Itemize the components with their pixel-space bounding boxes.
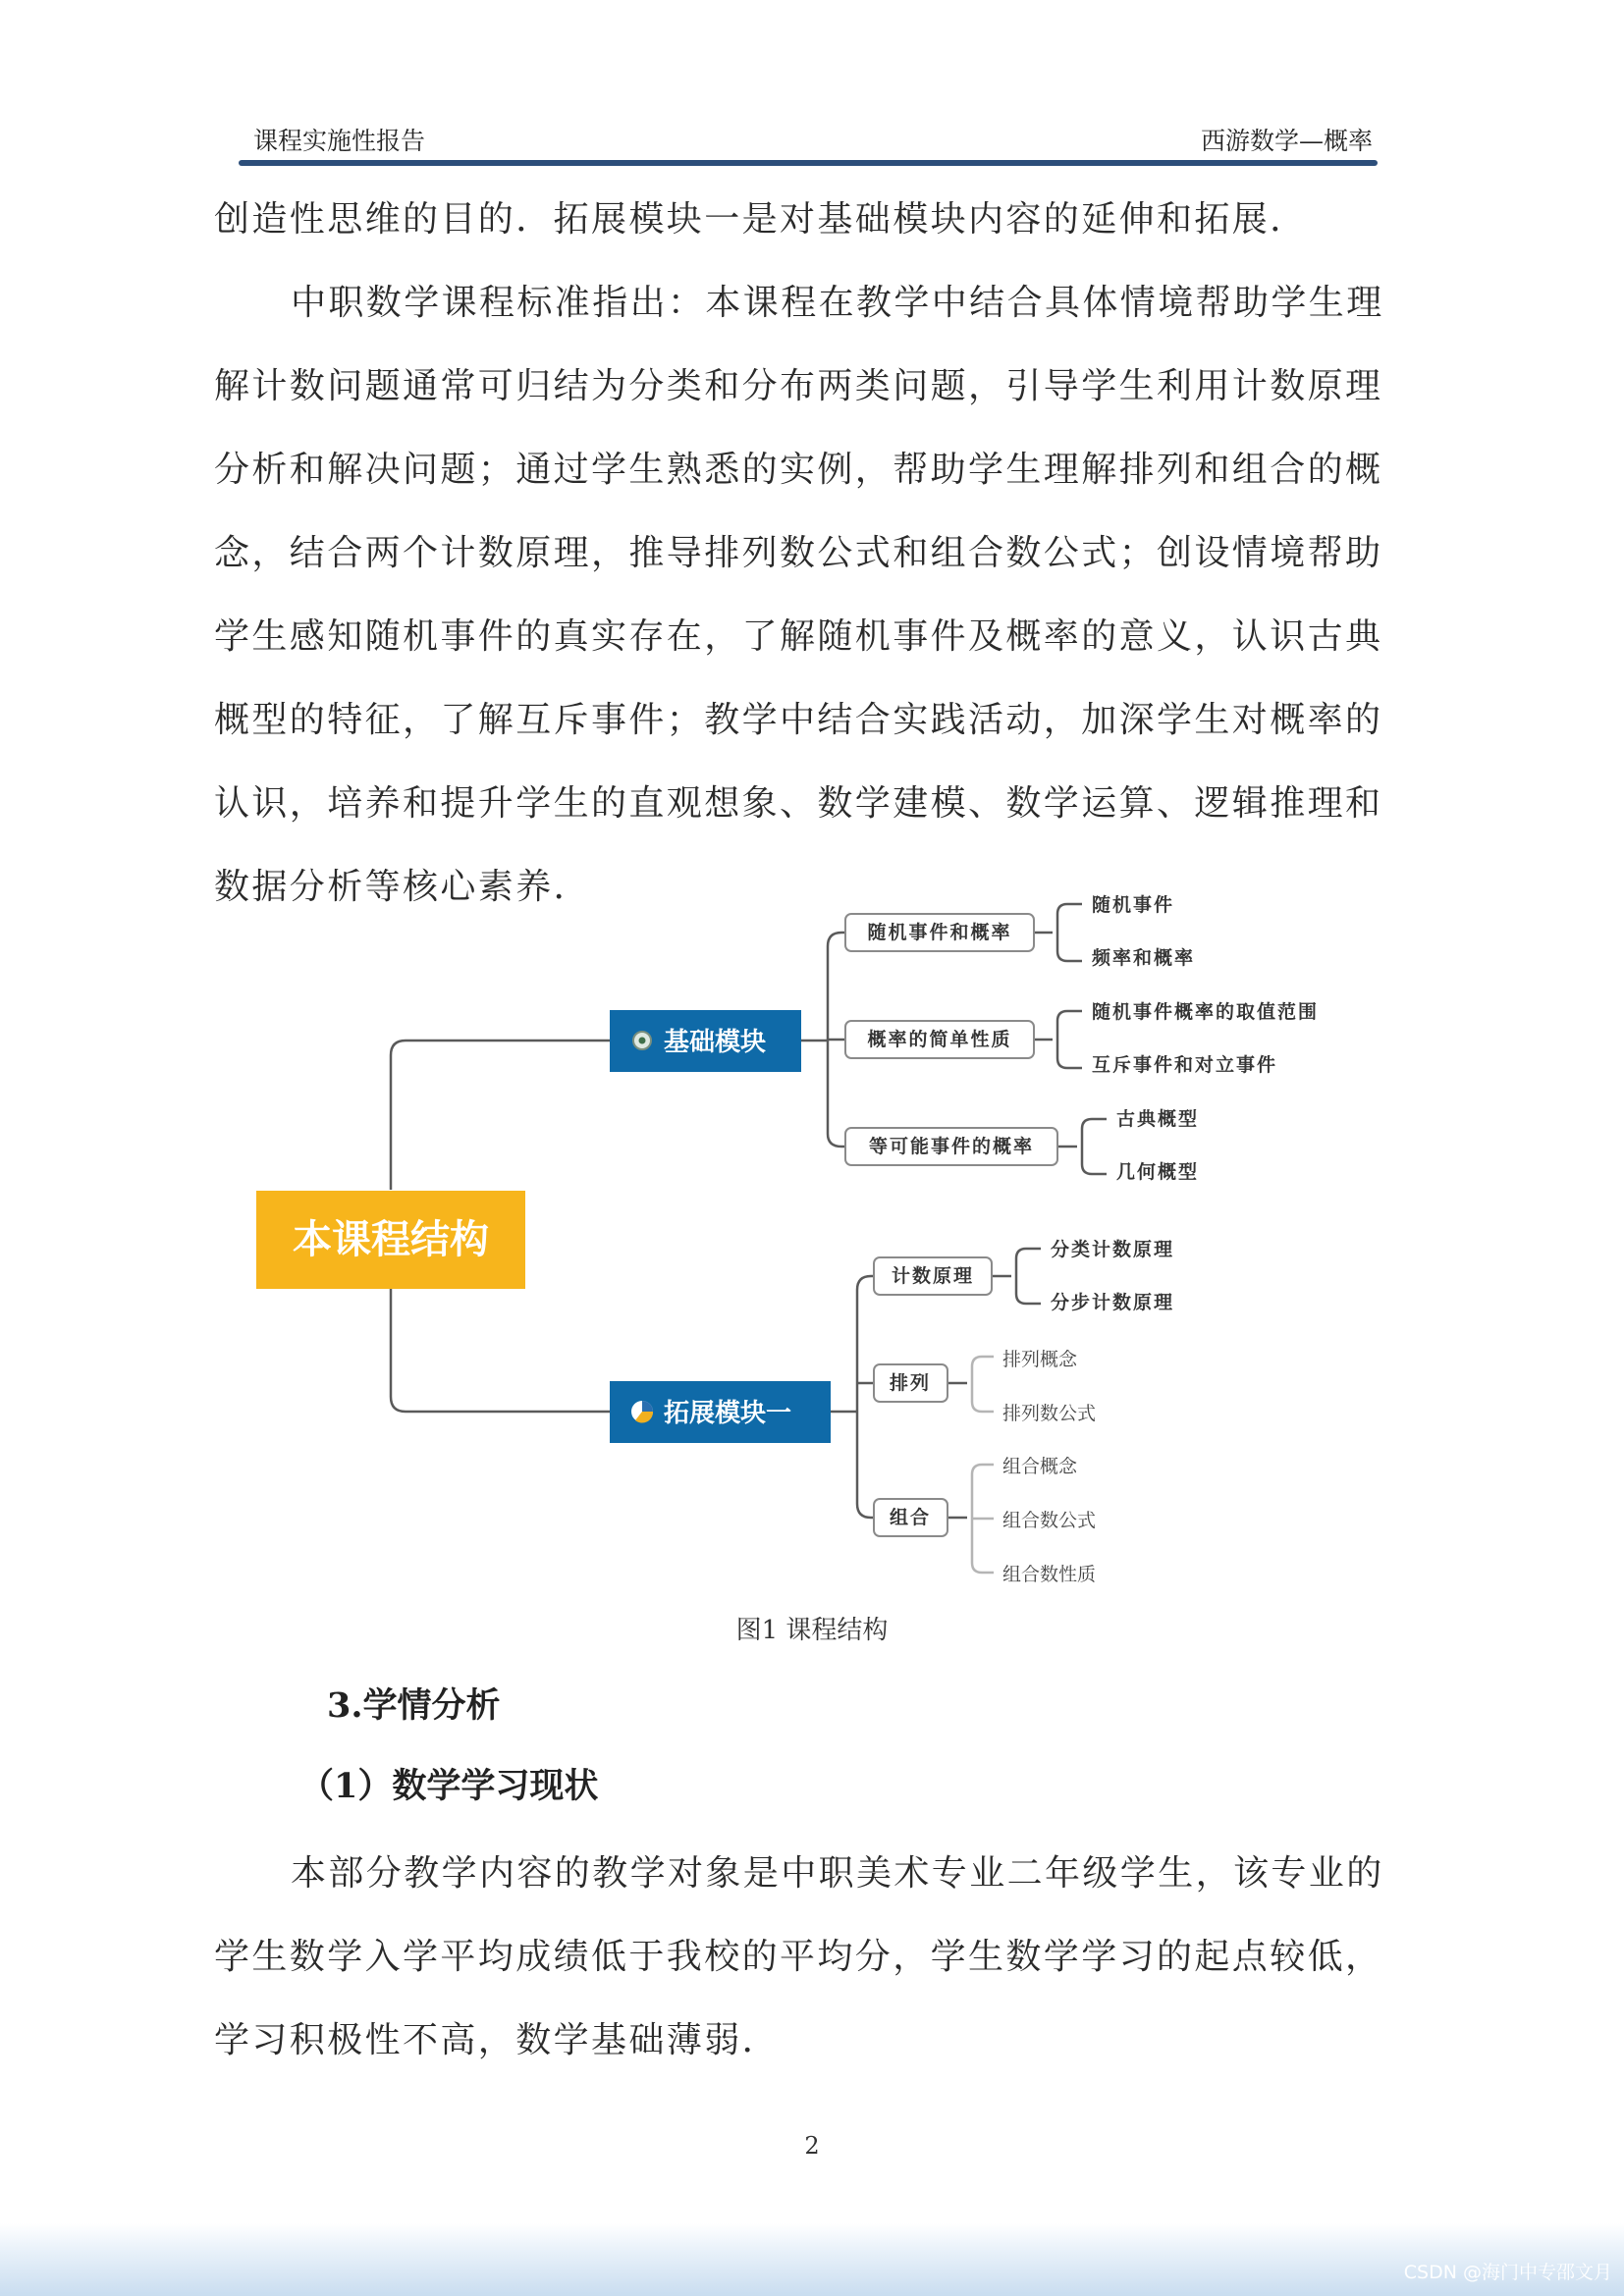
extended-group-label: 排列: [889, 1372, 932, 1394]
text-line: 创造性思维的目的．拓展模块一是对基础模块内容的延伸和拓展．: [214, 199, 1308, 240]
basic-group-label: 等可能事件的概率: [868, 1136, 1035, 1157]
text-line: 本部分教学内容的教学对象是中职美术专业二年级学生，该专业的: [291, 1853, 1384, 1894]
leaf-item: 古典概型: [1116, 1108, 1200, 1130]
text-line: 学习积极性不高，数学基础薄弱．: [214, 2020, 781, 2060]
connector-root-basic: [391, 1041, 611, 1190]
leaf-item: 几何概型: [1116, 1161, 1200, 1183]
leaf-item: 排列数公式: [1002, 1403, 1097, 1424]
section-heading: 3.学情分析: [327, 1685, 501, 1726]
text-line: 解计数问题通常可归结为分类和分布两类问题，引导学生利用计数原理: [214, 366, 1383, 406]
leaf-item: 随机事件: [1092, 894, 1175, 916]
extended-group-label: 组合: [889, 1507, 932, 1528]
leaf-item: 互斥事件和对立事件: [1092, 1054, 1278, 1076]
leaf-item: 随机事件概率的取值范围: [1092, 1001, 1320, 1023]
leaf-item: 组合数公式: [1002, 1510, 1097, 1531]
section-subheading: （1）数学学习现状: [299, 1766, 599, 1806]
leaf-item: 组合概念: [1002, 1456, 1078, 1477]
connector-extended-spine: [857, 1276, 871, 1518]
figure-caption: 图1 课程结构: [735, 1616, 889, 1645]
leaf-item: 分类计数原理: [1051, 1239, 1175, 1260]
text-line: 认识，培养和提升学生的直观想象、数学建模、数学运算、逻辑推理和: [214, 783, 1383, 824]
root-label: 本课程结构: [293, 1217, 489, 1262]
leaf-item: 排列概念: [1002, 1349, 1078, 1370]
extended-module-label: 拓展模块一: [664, 1399, 792, 1428]
leaf-item: 组合数性质: [1002, 1564, 1097, 1585]
header-left-title: 课程实施性报告: [253, 127, 426, 155]
footer-band: [0, 2223, 1624, 2296]
basic-group-label: 概率的简单性质: [867, 1029, 1012, 1050]
text-line: 学生数学入学平均成绩低于我校的平均分，学生数学学习的起点较低，: [214, 1937, 1383, 1977]
text-line: 学生感知随机事件的真实存在，了解随机事件及概率的意义，认识古典: [214, 616, 1383, 657]
text-line: 概型的特征，了解互斥事件；教学中结合实践活动，加深学生对概率的: [214, 700, 1383, 740]
leaf-item: 分步计数原理: [1051, 1292, 1175, 1313]
header-right-title: 西游数学—概率: [1200, 127, 1373, 155]
connector-root-extended: [391, 1288, 611, 1412]
page-number: 2: [804, 2132, 820, 2160]
text-line: 分析和解决问题；通过学生熟悉的实例，帮助学生理解排列和组合的概: [214, 450, 1383, 490]
watermark: CSDN @海门中专邵文月: [1403, 2262, 1612, 2283]
text-line: 念，结合两个计数原理，推导排列数公式和组合数公式；创设情境帮助: [214, 533, 1383, 573]
basic-module-label: 基础模块: [664, 1028, 767, 1057]
leaf-item: 频率和概率: [1092, 947, 1196, 969]
text-line: 数据分析等核心素养．: [214, 867, 592, 907]
extended-group-label: 计数原理: [891, 1265, 975, 1287]
text-line: 中职数学课程标准指出：本课程在教学中结合具体情境帮助学生理: [291, 283, 1384, 323]
basic-group-label: 随机事件和概率: [867, 922, 1012, 943]
